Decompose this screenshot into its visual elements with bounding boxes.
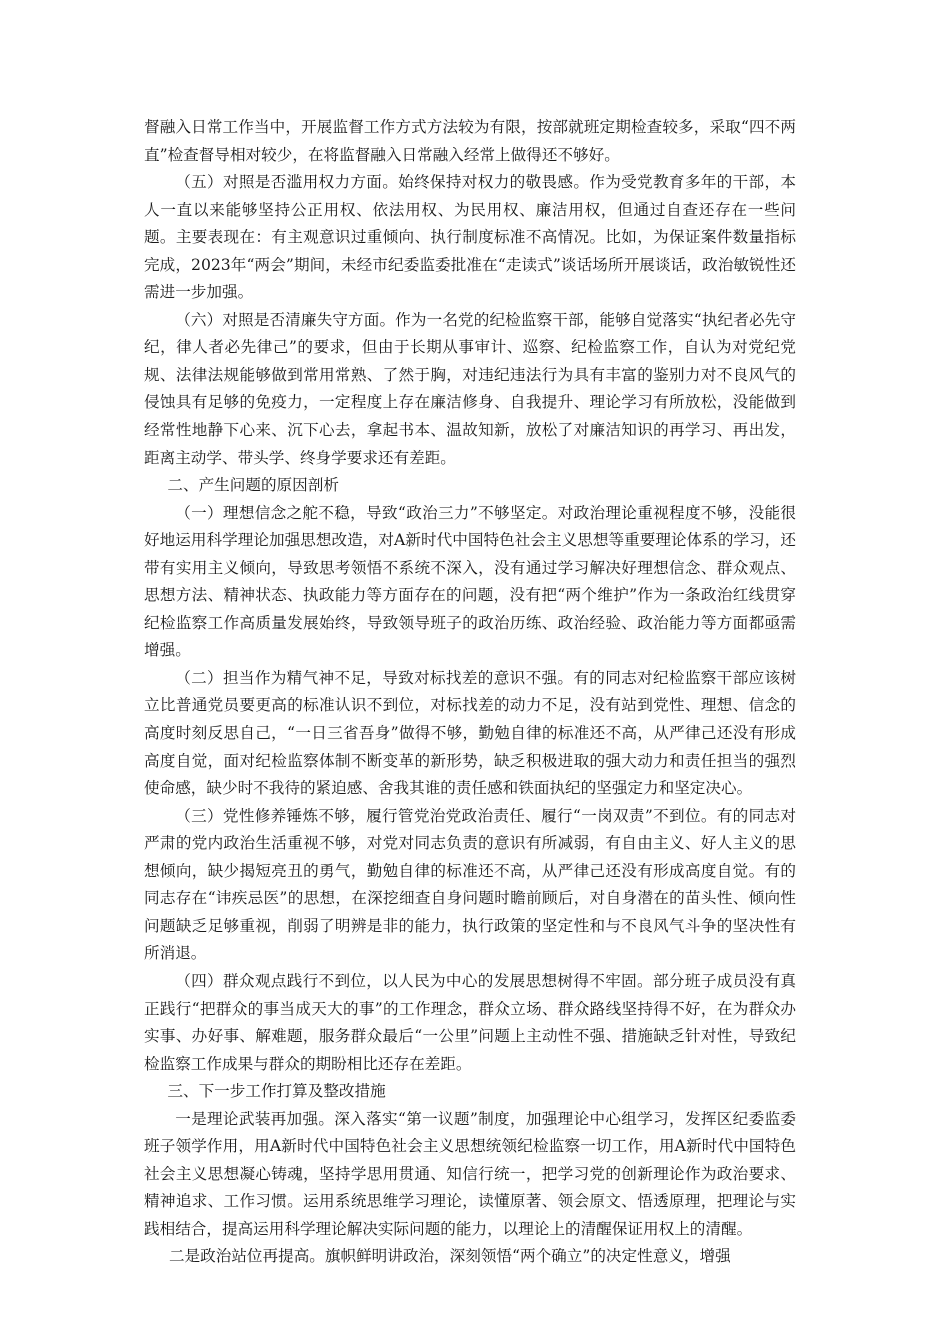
paragraph-cause-4: （四）群众观点践行不到位，以人民为中心的发展思想树得不牢固。部分班子成员没有真正践行“把群众的事当成天大的事”的工作理念，群众立场、群众路线坚持得不好，在为群众办实事、办好事、解难题，服务群众最后“一公里”问题上主动性不强、措施缺乏针对性，导致纪检监察工作成果与群众的期盼相比还存在差距。 — [144, 971, 796, 1073]
document-page — [144, 114, 796, 1271]
heading-next-steps: 三、下一步工作打算及整改措施 — [167, 1082, 386, 1101]
paragraph-measure-2: 二是政治站位再提高。旗帜鲜明讲政治，深刻领悟“两个确立”的决定性意义，增强 — [168, 1247, 731, 1266]
paragraph-cause-2: （二）担当作为精气神不足，导致对标找差的意识不强。有的同志对纪检监察干部应该树立比普通党员要更高的标准认识不到位，对标找差的动力不足，没有站到党性、理想、信念的高度时刻反思自己，“一日三省吾身”做得不够，勤勉自律的标准还不高，从严律己还没有形成高度自觉，面对纪检监察体制不断变革的新形势，缺乏积极进取的强大动力和责任担当的强烈使命感，缺少时不我待的紧迫感、舍我其谁的责任感和铁面执纪的坚强定力和坚定决心。 — [144, 668, 796, 798]
heading-cause-analysis: 二、产生问题的原因剖析 — [167, 476, 339, 495]
paragraph-section-5: （五）对照是否滥用权力方面。始终保持对权力的敬畏感。作为受党教育多年的干部，本人一直以来能够坚持公正用权、依法用权、为民用权、廉洁用权，但通过自查还存在一些问题。主要表现在：有主观意识过重倾向、执行制度标准不高情况。比如，为保证案件数量指标完成，2023年“两会”期间，未经市纪委监委批准在“走读式”谈话场所开展谈话，政治敏锐性还需进一步加强。 — [144, 173, 796, 302]
paragraph-section-6: （六）对照是否清廉失守方面。作为一名党的纪检监察干部，能够自觉落实“执纪者必先守纪，律人者必先律己”的要求，但由于长期从事审计、巡察、纪检监察工作，自认为对党纪党规、法律法规能够做到常用常熟、了然于胸，对违纪违法行为具有丰富的鉴别力对不良风气的侵蚀具有足够的免疫力，一定程度上存在廉洁修身、自我提升、理论学习有所放松，没能做到经常性地静下心来、沉下心去，拿起书本、温故知新，放松了对廉洁知识的再学习、再出发，距离主动学、带头学、终身学要求还有差距。 — [144, 310, 796, 467]
paragraph-measure-1: 一是理论武装再加强。深入落实“第一议题”制度，加强理论中心组学习，发挥区纪委监委班子领学作用，用A新时代中国特色社会主义思想统领纪检监察一切工作，用A新时代中国特色社会主义思想凝心铸魂，坚持学思用贯通、知信行统一，把学习党的创新理论作为政治要求、精神追求、工作习惯。运用系统思维学习理论，读懂原著、领会原文、悟透原理，把理论与实践相结合，提高运用科学理论解决实际问题的能力，以理论上的清醒保证用权上的清醒。 — [144, 1109, 796, 1238]
paragraph-continued: 督融入日常工作当中，开展监督工作方式方法较为有限，按部就班定期检查较多，采取“四不两直”检查督导相对较少，在将监督融入日常融入经常上做得还不够好。 — [144, 118, 796, 164]
paragraph-cause-1: （一）理想信念之舵不稳，导致“政治三力”不够坚定。对政治理论重视程度不够，没能很好地运用科学理论加强思想改造，对A新时代中国特色社会主义思想等重要理论体系的学习，还带有实用主义倾向，导致思考领悟不系统不深入，没有通过学习解决好理想信念、群众观点、思想方法、精神状态、执政能力等方面存在的问题，没有把“两个维护”作为一条政治红线贯穿纪检监察工作高质量发展始终，导致领导班子的政治历练、政治经验、政治能力等方面都亟需增强。 — [144, 503, 796, 660]
paragraph-cause-3: （三）党性修养锤炼不够，履行管党治党政治责任、履行“一岗双责”不到位。有的同志对严肃的党内政治生活重视不够，对党对同志负责的意识有所减弱，有自由主义、好人主义的思想倾向，缺少揭短亮丑的勇气，勤勉自律的标准还不高，从严律己还没有形成高度自觉。有的同志存在“讳疾忌医”的思想，在深挖细查自身问题时瞻前顾后，对自身潜在的苗头性、倾向性问题缺乏足够重视，削弱了明辨是非的能力，执行政策的坚定性和与不良风气斗争的坚决性有所消退。 — [144, 806, 796, 963]
